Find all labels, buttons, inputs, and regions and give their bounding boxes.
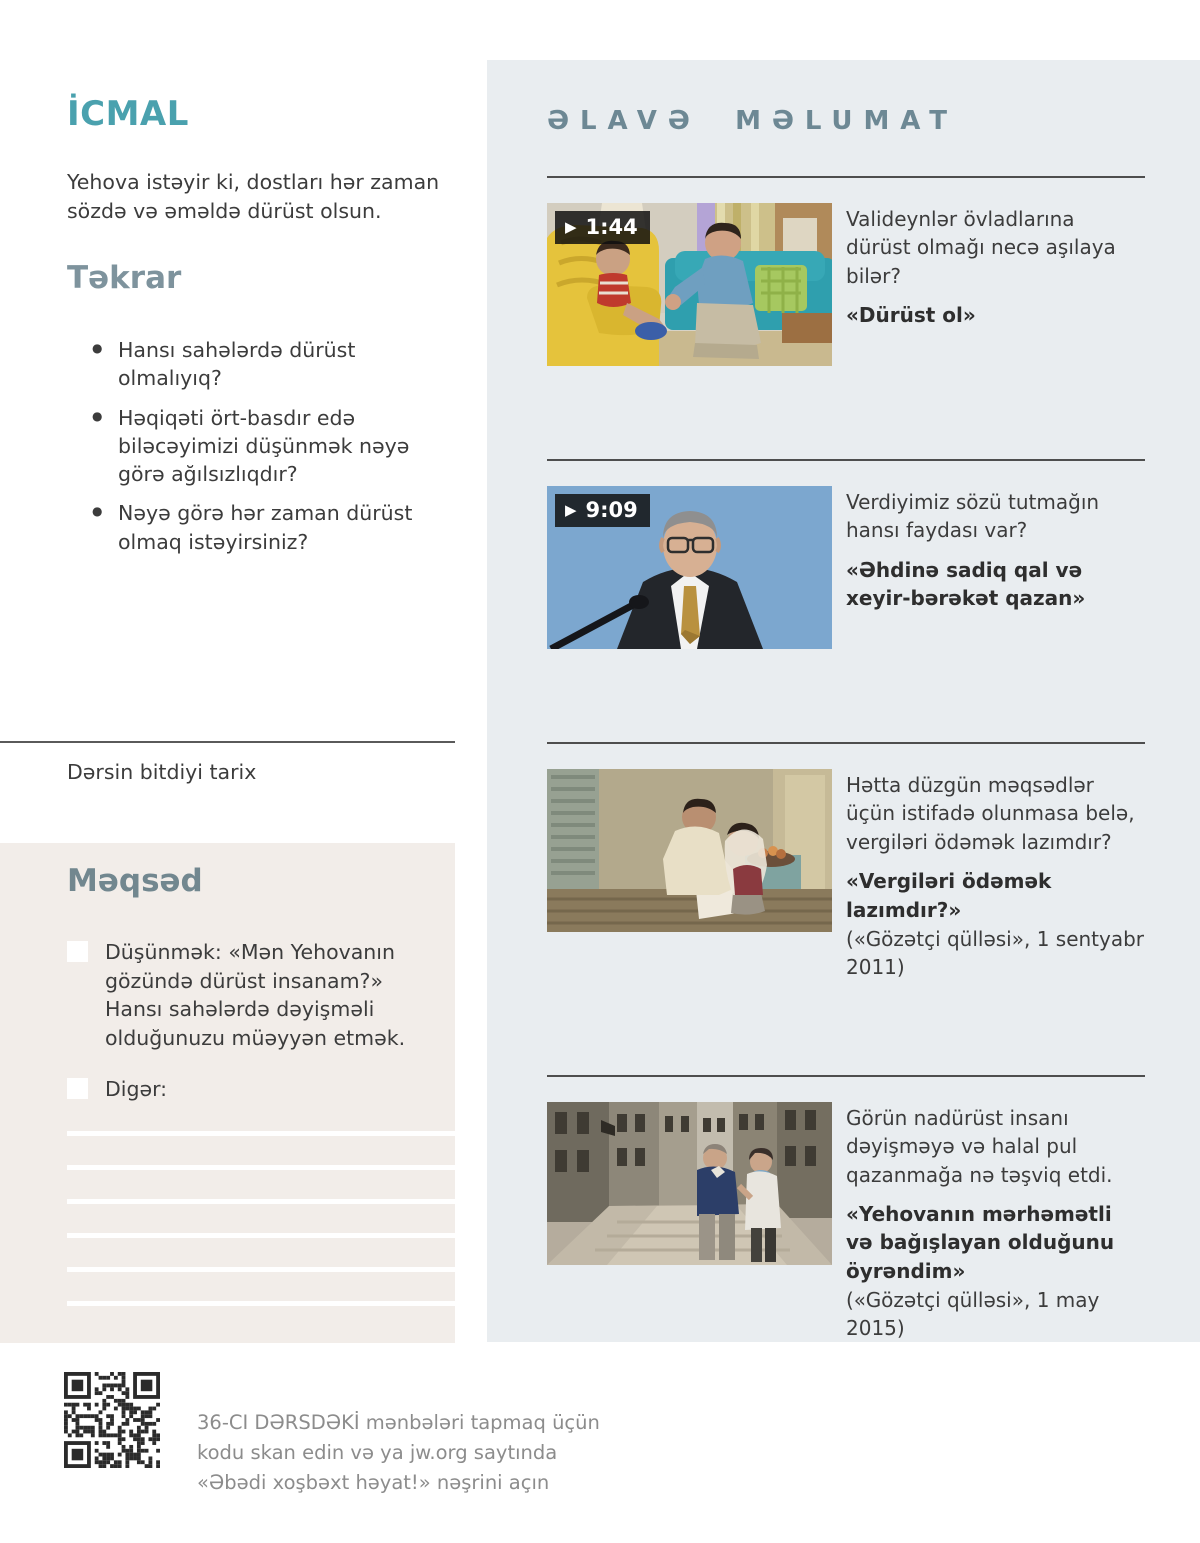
review-question: ● Həqiqəti ört-basdır edə biləcəyimizi düşünmək nəyə görə ağılsızlıqdır? [92,404,458,489]
resource-item [547,178,1145,366]
goal-item-text: Düşünmək: «Mən Yehovanın gözündə dürüst insanam?» Hansı sahələrdə dəyişməli olduğunuzu müəyyən etmək. [105,940,406,1051]
goal-item [67,1075,425,1104]
review-title: Təkrar [67,260,182,296]
resource-title-link[interactable]: «Vergiləri ödəmək lazımdır?» [846,869,1052,922]
footer-instructions [197,1408,600,1499]
completion-date-label: Dərsin bitdiyi tarix [67,760,257,784]
video-thumbnail-father-son[interactable] [547,203,832,366]
write-line[interactable] [67,1267,455,1272]
resource-source-note: («Gözətçi qülləsi», 1 sentyabr 2011) [846,926,1145,980]
duration-badge: ▶ 9:09 [555,494,650,527]
video-thumbnail-speaker[interactable] [547,486,832,649]
write-line[interactable] [67,1131,455,1136]
review-question: ● Nəyə görə hər zaman dürüst olmaq istəyirsiniz? [92,499,458,556]
resource-title-link[interactable]: «Dürüst ol» [846,303,976,328]
footer-line: 36-CI DƏRSDƏKİ mənbələri tapmaq üçün [197,1411,600,1434]
write-line[interactable] [67,1199,455,1204]
overview-title: İCMAL [67,94,189,134]
goal-checkbox[interactable] [67,1078,88,1099]
resource-item [547,744,1145,982]
resource-item [547,461,1145,649]
write-line[interactable] [67,1233,455,1238]
write-line[interactable] [67,1165,455,1170]
overview-text: Yehova istəyir ki, dostları hər zaman sözdə və əməldə dürüst olsun. [67,170,440,224]
resource-source-note: («Gözətçi qülləsi», 1 may 2015) [846,1288,1100,1341]
additional-info-title: ƏLAVƏ MƏLUMAT [547,106,958,136]
resource-question: Verdiyimiz sözü tutmağın hansı faydası var? [846,490,1100,543]
goal-checkbox[interactable] [67,941,88,962]
play-icon: ▶ [565,500,577,519]
resource-item [547,1077,1145,1342]
resource-question: Valideynlər övladlarına dürüst olmağı necə aşılaya bilər? [846,207,1116,288]
couple-writing-scene [547,769,832,932]
play-icon: ▶ [565,217,577,236]
review-question-list [92,336,458,567]
footer-line: kodu skan edin və ya jw.org saytında [197,1441,558,1465]
goal-item-text: Digər: [105,1077,168,1101]
resource-title-link[interactable]: «Əhdinə sadiq qal və xeyir-bərəkət qazan» [846,557,1086,611]
footer-line: «Əbədi xoşbəxt həyat!» nəşrini açın [197,1471,550,1495]
write-in-lines [67,1131,455,1335]
resource-title-link[interactable]: «Yehovanın mərhəmətli və bağışlayan olduğunu öyrəndim» [846,1201,1115,1283]
additional-info-panel [487,60,1200,1342]
resource-question: Görün nadürüst insanı dəyişməyə və halal pul qazanmağa nə təşviq etdi. [846,1105,1113,1187]
goal-item [67,938,425,1053]
goal-box [0,843,455,1343]
article-thumbnail-couple-writing[interactable] [547,769,832,932]
divider [0,741,455,743]
write-line[interactable] [67,1301,455,1306]
goal-title: Məqsəd [67,863,203,899]
article-thumbnail-couple-street[interactable] [547,1102,832,1265]
review-question: ● Hansı sahələrdə dürüst olmalıyıq? [92,336,458,393]
qr-code [64,1372,160,1468]
resource-question: Hətta düzgün məqsədlər üçün istifadə olunmasa belə, vergiləri ödəmək lazımdır? [846,773,1135,854]
couple-street-scene [547,1102,832,1265]
duration-badge: ▶ 1:44 [555,211,650,244]
